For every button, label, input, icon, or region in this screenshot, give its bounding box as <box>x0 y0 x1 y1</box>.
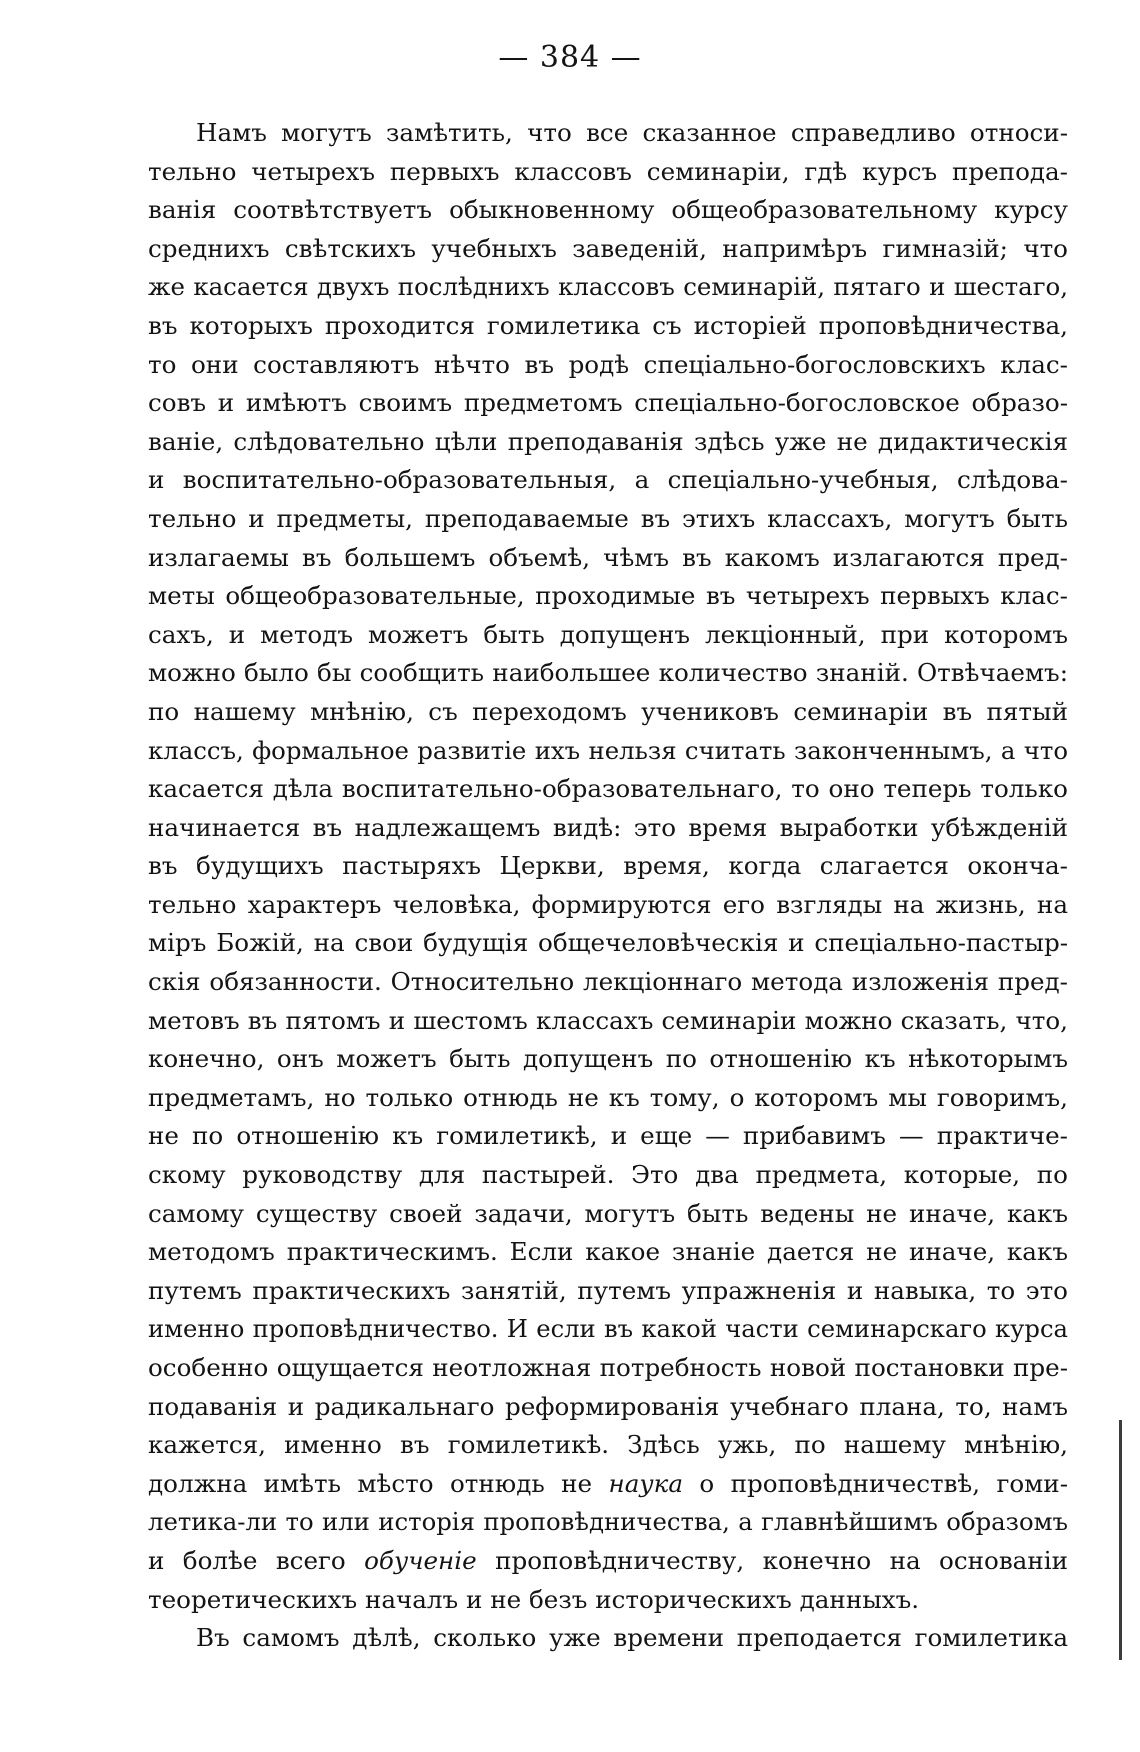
text-line: меты общеобразовательные, проходимые въ четырехъ первыхъ клас- <box>148 581 1068 611</box>
text-line: въ будущихъ пастыряхъ Церкви, время, когда слагается оконча- <box>148 851 1068 881</box>
text-line: метовъ въ пятомъ и шестомъ классахъ семинаріи можно сказать, что, <box>148 1005 1068 1035</box>
text-line: классъ, формальное развитіе ихъ нельзя считать законченнымъ, а что <box>148 735 1068 765</box>
text-line: начинается въ надлежащемъ видѣ: это время выработки убѣжденій <box>148 812 1068 842</box>
italic-word: обученіе <box>364 1545 477 1575</box>
text-line: по нашему мнѣнію, съ переходомъ учениковъ семинаріи въ пятый <box>148 696 1068 726</box>
text-run: должна имѣть мѣсто отнюдь не <box>148 1468 609 1498</box>
text-line <box>148 1465 1068 1504</box>
text-line: Въ самомъ дѣлѣ, сколько уже времени преподается гомилетика <box>196 1623 1068 1653</box>
text-line: кажется, именно въ гомилетикѣ. Здѣсь ужь, по нашему мнѣнію, <box>148 1430 1068 1460</box>
text-line: міръ Божій, на свои будущія общечеловѣческія и спеціально-пастыр- <box>148 928 1068 958</box>
text-line: излагаемы въ большемъ объемѣ, чѣмъ въ какомъ излагаются пред- <box>148 542 1068 572</box>
text-line: не по отношенію къ гомилетикѣ, и еще — прибавимъ — практиче- <box>148 1121 1068 1151</box>
text-line: Намъ могутъ замѣтить, что все сказанное справедливо относи- <box>196 118 1068 147</box>
text-line: тельно характеръ человѣка, формируются его взгляды на жизнь, на <box>148 889 1068 919</box>
text-run: проповѣдничеству, конечно на основаніи <box>476 1545 1068 1575</box>
text-line: ваніе, слѣдовательно цѣли преподаванія здѣсь уже не дидактическія <box>148 426 1068 456</box>
text-line: особенно ощущается неотложная потребность новой постановки пре- <box>148 1353 1068 1382</box>
text-run: о проповѣдничествѣ, гоми- <box>683 1468 1069 1498</box>
page-number: — 384 — <box>498 40 642 75</box>
text-line: можно было бы сообщить наибольшее количество знаній. Отвѣчаемъ: <box>148 658 1068 688</box>
text-line: тельно четырехъ первыхъ классовъ семинаріи, гдѣ курсъ препода- <box>148 156 1068 186</box>
text-line: же касается двухъ послѣднихъ классовъ семинарій, пятаго и шестаго, <box>148 272 1068 302</box>
text-line: совъ и имѣютъ своимъ предметомъ спеціально-богословское образо- <box>148 388 1068 418</box>
text-line <box>148 1542 1068 1581</box>
body-text <box>148 114 1068 1658</box>
text-line: и воспитательно-образовательныя, а спеціально-учебныя, слѣдова- <box>148 465 1068 495</box>
text-line: подаванія и радикальнаго реформированія учебнаго плана, то, намъ <box>148 1391 1068 1421</box>
text-line: именно проповѣдничество. И если въ какой части семинарскаго курса <box>148 1314 1068 1344</box>
text-line: предметамъ, но только отнюдь не къ тому, о которомъ мы говоримъ, <box>148 1082 1068 1112</box>
text-line: касается дѣла воспитательно-образовательнаго, то оно теперь только <box>148 774 1068 804</box>
binding-edge-mark <box>1119 1420 1122 1660</box>
paragraph-end-line: теоретическихъ началъ и не безъ историческихъ данныхъ. <box>148 1584 920 1614</box>
italic-word: наука <box>608 1468 683 1498</box>
text-line: сахъ, и методъ можетъ быть допущенъ лекціонный, при которомъ <box>148 619 1068 649</box>
text-line: ванія соотвѣтствуетъ обыкновенному общеобразовательному курсу <box>148 195 1068 225</box>
text-run: и болѣе всего <box>148 1545 365 1575</box>
text-line: то они составляютъ нѣчто въ родѣ спеціально-богословскихъ клас- <box>148 349 1068 379</box>
text-line: скому руководству для пастырей. Это два предмета, которые, по <box>148 1160 1068 1190</box>
text-line: конечно, онъ можетъ быть допущенъ по отношенію къ нѣкоторымъ <box>148 1044 1068 1074</box>
text-line: летика-ли то или исторія проповѣдничества, а главнѣйшимъ образомъ <box>148 1507 1068 1537</box>
text-line: самому существу своей задачи, могутъ быть ведены не иначе, какъ <box>148 1198 1068 1228</box>
text-line: тельно и предметы, преподаваемые въ этихъ классахъ, могутъ быть <box>148 503 1068 533</box>
text-line: скія обязанности. Относительно лекціоннаго метода изложенія пред- <box>148 967 1068 997</box>
text-line: методомъ практическимъ. Если какое знаніе дается не иначе, какъ <box>148 1237 1068 1267</box>
text-line: путемъ практическихъ занятій, путемъ упражненія и навыка, то это <box>148 1275 1068 1305</box>
text-line: среднихъ свѣтскихъ учебныхъ заведеній, напримѣръ гимназій; что <box>148 233 1068 263</box>
text-line: въ которыхъ проходится гомилетика съ исторіей проповѣдничества, <box>148 310 1068 340</box>
